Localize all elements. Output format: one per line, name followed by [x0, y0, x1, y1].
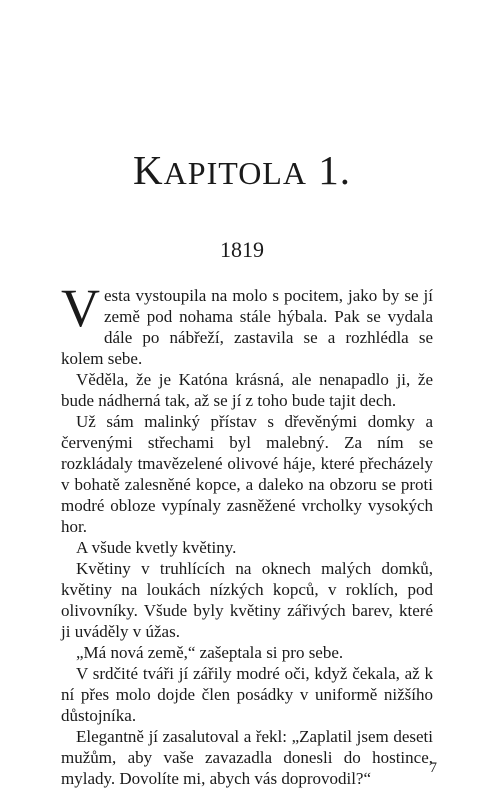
page-number: 7 [429, 760, 437, 776]
paragraph-4: A všude kvetly květiny. [76, 538, 237, 557]
chapter-title-word: APITOLA [163, 155, 307, 191]
paragraph-1 [61, 278, 433, 369]
paragraph-2: Věděla, že je Katóna krásná, ale nenapadlo ji, že bude nádherná tak, až se jí z toho bude tajit dech. [61, 370, 433, 410]
paragraph-7: V srdčité tváři jí zářily modré oči, když čekala, až k ní přes molo dojde člen posádky v uniformě nižšího důstojníka. [61, 664, 433, 725]
paragraph-5: Květiny v truhlících na oknech malých domků, květiny na loukách nízkých kopců, v roklích, pod olivovníky. Všude byly květiny zářivých barev, které ji uváděly v úžas. [61, 559, 433, 641]
drop-cap: V [61, 278, 100, 338]
paragraph-8: Elegantně jí zasalutoval a řekl: „Zaplatil jsem deseti mužům, aby vaše zavazadla donesli do hostince, mylady. Dovolíte mi, abych vás doprovodil?“ [61, 727, 433, 788]
chapter-body [61, 278, 433, 789]
chapter-title [0, 147, 484, 193]
paragraph-3: Už sám malinký přístav s dřevěnými domky a červenými střechami byl malebný. Za ním se rozkládaly tmavězelené olivové háje, které přecházely v bohatě zalesněné kopce, a daleko na obzoru se proti modré obloze vypínaly zasněžené vrcholky vysokých hor. [61, 412, 433, 536]
paragraph-6: „Má nová země,“ zašeptala si pro sebe. [76, 643, 344, 662]
chapter-year: 1819 [220, 237, 264, 262]
chapter-title-number: 1. [306, 147, 351, 193]
paragraph-1-text: esta vystoupila na molo s pocitem, jako by se jí země pod nohama stále hýbala. Pak se vydala dále po nábřeží, zastavila se a rozhlédla se kolem sebe. [61, 286, 433, 368]
chapter-title-initial: K [133, 147, 164, 193]
